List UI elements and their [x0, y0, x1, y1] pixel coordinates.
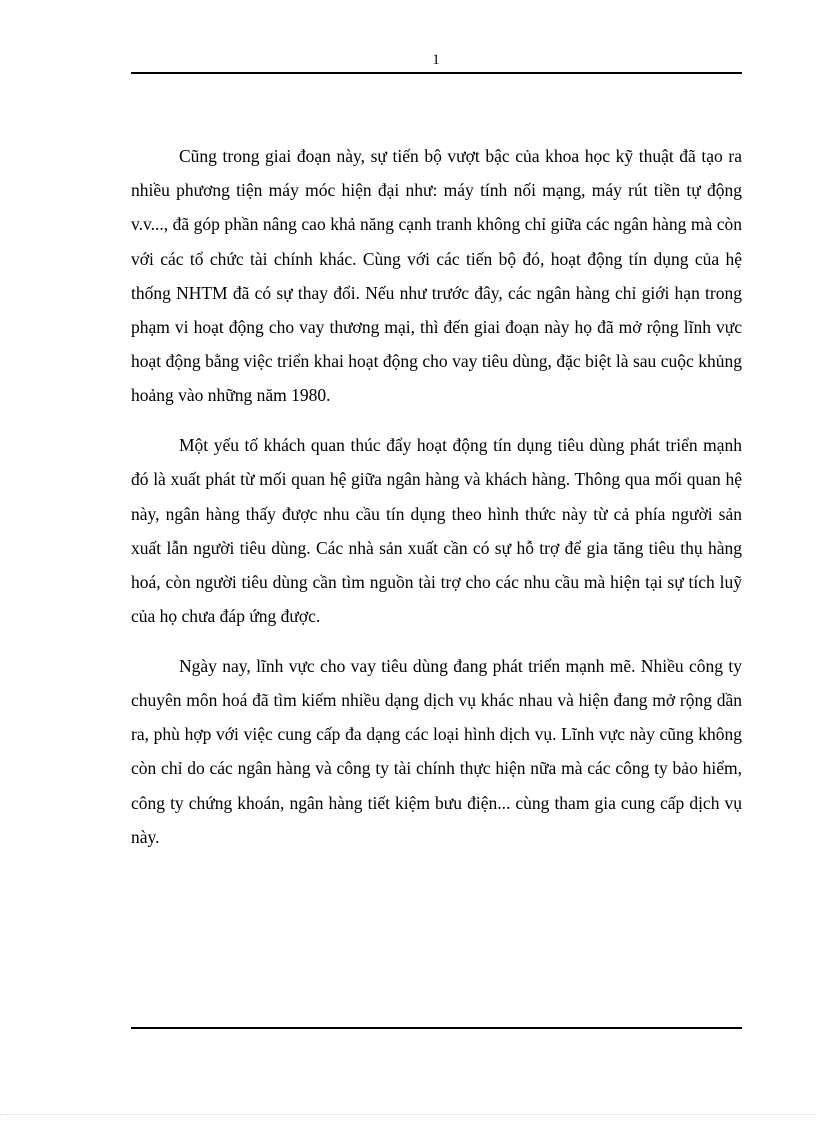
document-body [131, 139, 742, 854]
page-bottom-edge [0, 1114, 816, 1115]
paragraph-1: Cũng trong giai đoạn này, sự tiến bộ vượt bậc của khoa học kỹ thuật đã tạo ra nhiều phương tiện máy móc hiện đại như: máy tính nối mạng, máy rút tiền tự động v.v..., đã góp phần nâng cao khả năng cạnh tranh không chỉ giữa các ngân hàng mà còn với các tổ chức tài chính khác. Cùng với các tiến bộ đó, hoạt động tín dụng của hệ thống NHTM đã có sự thay đổi. Nếu như trước đây, các ngân hàng chỉ giới hạn trong phạm vi hoạt động cho vay thương mại, thì đến giai đoạn này họ đã mở rộng lĩnh vực hoạt động bằng việc triển khai hoạt động cho vay tiêu dùng, đặc biệt là sau cuộc khủng hoảng vào những năm 1980. [131, 146, 742, 406]
paragraph-2: Một yếu tố khách quan thúc đẩy hoạt động tín dụng tiêu dùng phát triển mạnh đó là xuất phát từ mối quan hệ giữa ngân hàng và khách hàng. Thông qua mối quan hệ này, ngân hàng thấy được nhu cầu tín dụng theo hình thức này từ cả phía người sản xuất lẫn người tiêu dùng. Các nhà sản xuất cần có sự hỗ trợ để gia tăng tiêu thụ hàng hoá, còn người tiêu dùng cần tìm nguồn tài trợ cho các nhu cầu mà hiện tại sự tích luỹ của họ chưa đáp ứng được. [131, 435, 742, 627]
header-rule [131, 72, 742, 74]
page-number: 1 [432, 52, 440, 68]
paragraph-3: Ngày nay, lĩnh vực cho vay tiêu dùng đang phát triển mạnh mẽ. Nhiều công ty chuyên môn hoá đã tìm kiếm nhiều dạng dịch vụ khác nhau và hiện đang mở rộng dần ra, phù hợp với việc cung cấp đa dạng các loại hình dịch vụ. Lĩnh vực này cũng không còn chỉ do các ngân hàng và công ty tài chính thực hiện nữa mà các công ty bảo hiểm, công ty chứng khoán, ngân hàng tiết kiệm bưu điện... cùng tham gia cung cấp dịch vụ này. [131, 655, 742, 847]
footer-rule [131, 1027, 742, 1029]
